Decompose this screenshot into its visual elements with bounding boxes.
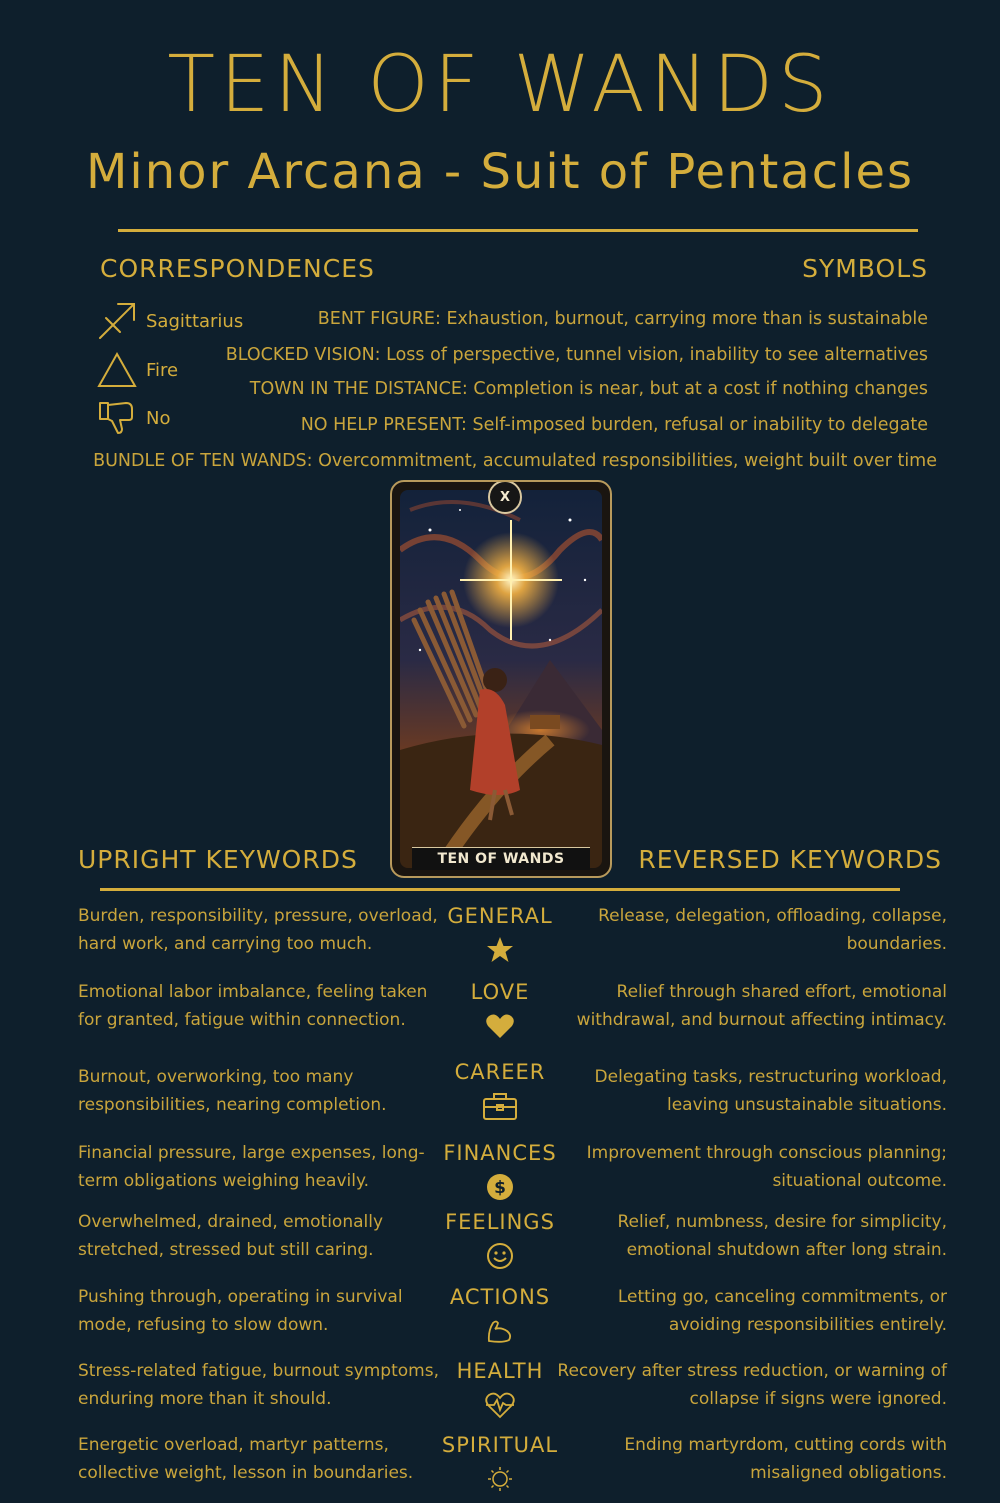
reversed-text: Delegating tasks, restructuring workload, leaving unsustainable situations. bbox=[594, 1067, 947, 1115]
upright-text: Burnout, overworking, too many responsibilities, nearing completion. bbox=[78, 1067, 387, 1115]
symbol-line: BENT FIGURE: Exhaustion, burnout, carrying more than is sustainable bbox=[317, 309, 928, 329]
category-label: FINANCES bbox=[443, 1141, 557, 1165]
page-subtitle: Minor Arcana - Suit of Pentacles bbox=[85, 144, 915, 200]
symbol-line: BLOCKED VISION: Loss of perspective, tunnel vision, inability to see alternatives bbox=[225, 345, 928, 365]
reversed-text: Ending martyrdom, cutting cords with misaligned obligations. bbox=[624, 1435, 947, 1483]
correspondences-heading: CORRESPONDENCES bbox=[100, 254, 375, 283]
correspondence-yes-no bbox=[96, 396, 170, 440]
tarot-card-image bbox=[390, 480, 612, 878]
category-label: HEALTH bbox=[456, 1359, 544, 1383]
divider-top bbox=[118, 229, 918, 232]
page-title: TEN OF WANDS bbox=[167, 40, 833, 130]
category-label: GENERAL bbox=[447, 904, 553, 928]
heart-icon bbox=[482, 1010, 518, 1042]
symbol-line: TOWN IN THE DISTANCE: Completion is near, but at a cost if nothing changes bbox=[249, 379, 928, 399]
reversed-text: Improvement through conscious planning; situational outcome. bbox=[586, 1143, 947, 1191]
keyword-row-feelings bbox=[0, 1208, 1000, 1280]
reversed-text: Relief through shared effort, emotional withdrawal, and burnout affecting intimacy. bbox=[576, 982, 947, 1030]
upright-text: Burden, responsibility, pressure, overload, hard work, and carrying too much. bbox=[78, 906, 438, 954]
star-icon bbox=[482, 934, 518, 966]
correspondence-element bbox=[96, 348, 178, 392]
reversed-text: Letting go, canceling commitments, or avoiding responsibilities entirely. bbox=[617, 1287, 947, 1335]
category-label: LOVE bbox=[470, 980, 530, 1004]
reversed-text: Release, delegation, offloading, collapse, boundaries. bbox=[598, 906, 947, 954]
keyword-row-finances bbox=[0, 1139, 1000, 1211]
upright-text: Stress-related fatigue, burnout symptoms, enduring more than it should. bbox=[78, 1361, 439, 1409]
keyword-row-actions bbox=[0, 1283, 1000, 1355]
card-title: TEN OF WANDS bbox=[412, 847, 590, 870]
fire-triangle-icon bbox=[96, 349, 138, 391]
divider-keywords bbox=[100, 888, 900, 891]
reversed-text: Recovery after stress reduction, or warning of collapse if signs were ignored. bbox=[557, 1361, 947, 1409]
card-numeral-badge: X bbox=[488, 480, 522, 514]
briefcase-icon bbox=[482, 1090, 518, 1122]
dollar-coin-icon bbox=[482, 1171, 518, 1203]
upright-text: Pushing through, operating in survival mode, refusing to slow down. bbox=[78, 1287, 403, 1335]
upright-text: Emotional labor imbalance, feeling taken for granted, fatigue within connection. bbox=[78, 982, 428, 1030]
reversed-text: Relief, numbness, desire for simplicity, emotional shutdown after long strain. bbox=[617, 1212, 947, 1260]
upright-text: Energetic overload, martyr patterns, collective weight, lesson in boundaries. bbox=[78, 1435, 414, 1483]
correspondence-sagittarius bbox=[96, 299, 243, 343]
symbols-heading: SYMBOLS bbox=[802, 254, 928, 283]
correspondence-label: Fire bbox=[146, 359, 179, 381]
thumbs-down-icon bbox=[96, 397, 138, 439]
category-label: CAREER bbox=[454, 1060, 546, 1084]
sun-circle-icon bbox=[482, 1463, 518, 1495]
category-label: SPIRITUAL bbox=[441, 1433, 559, 1457]
reversed-keywords-heading: REVERSED KEYWORDS bbox=[638, 845, 942, 874]
svg-text:$: $ bbox=[494, 1178, 506, 1198]
upright-text: Financial pressure, large expenses, long-term obligations weighing heavily. bbox=[78, 1143, 425, 1191]
category-label: ACTIONS bbox=[449, 1285, 551, 1309]
category-label: FEELINGS bbox=[445, 1210, 555, 1234]
sagittarius-icon bbox=[96, 300, 138, 342]
heartbeat-icon bbox=[482, 1389, 518, 1421]
smiley-icon bbox=[482, 1240, 518, 1272]
card-artwork bbox=[400, 490, 602, 868]
symbol-line: NO HELP PRESENT: Self-imposed burden, refusal or inability to delegate bbox=[300, 415, 928, 435]
correspondence-label: Sagittarius bbox=[146, 310, 244, 332]
keyword-row-health bbox=[0, 1357, 1000, 1429]
flexed-arm-icon bbox=[482, 1315, 518, 1347]
upright-text: Overwhelmed, drained, emotionally stretched, stressed but still caring. bbox=[78, 1212, 384, 1260]
upright-keywords-heading: UPRIGHT KEYWORDS bbox=[78, 845, 358, 874]
keyword-row-spiritual bbox=[0, 1431, 1000, 1503]
keyword-row-love bbox=[0, 978, 1000, 1050]
keyword-row-general bbox=[0, 902, 1000, 974]
correspondence-label: No bbox=[146, 407, 171, 429]
symbol-line: BUNDLE OF TEN WANDS: Overcommitment, accumulated responsibilities, weight built over time bbox=[93, 451, 937, 471]
keyword-row-career bbox=[0, 1058, 1000, 1130]
